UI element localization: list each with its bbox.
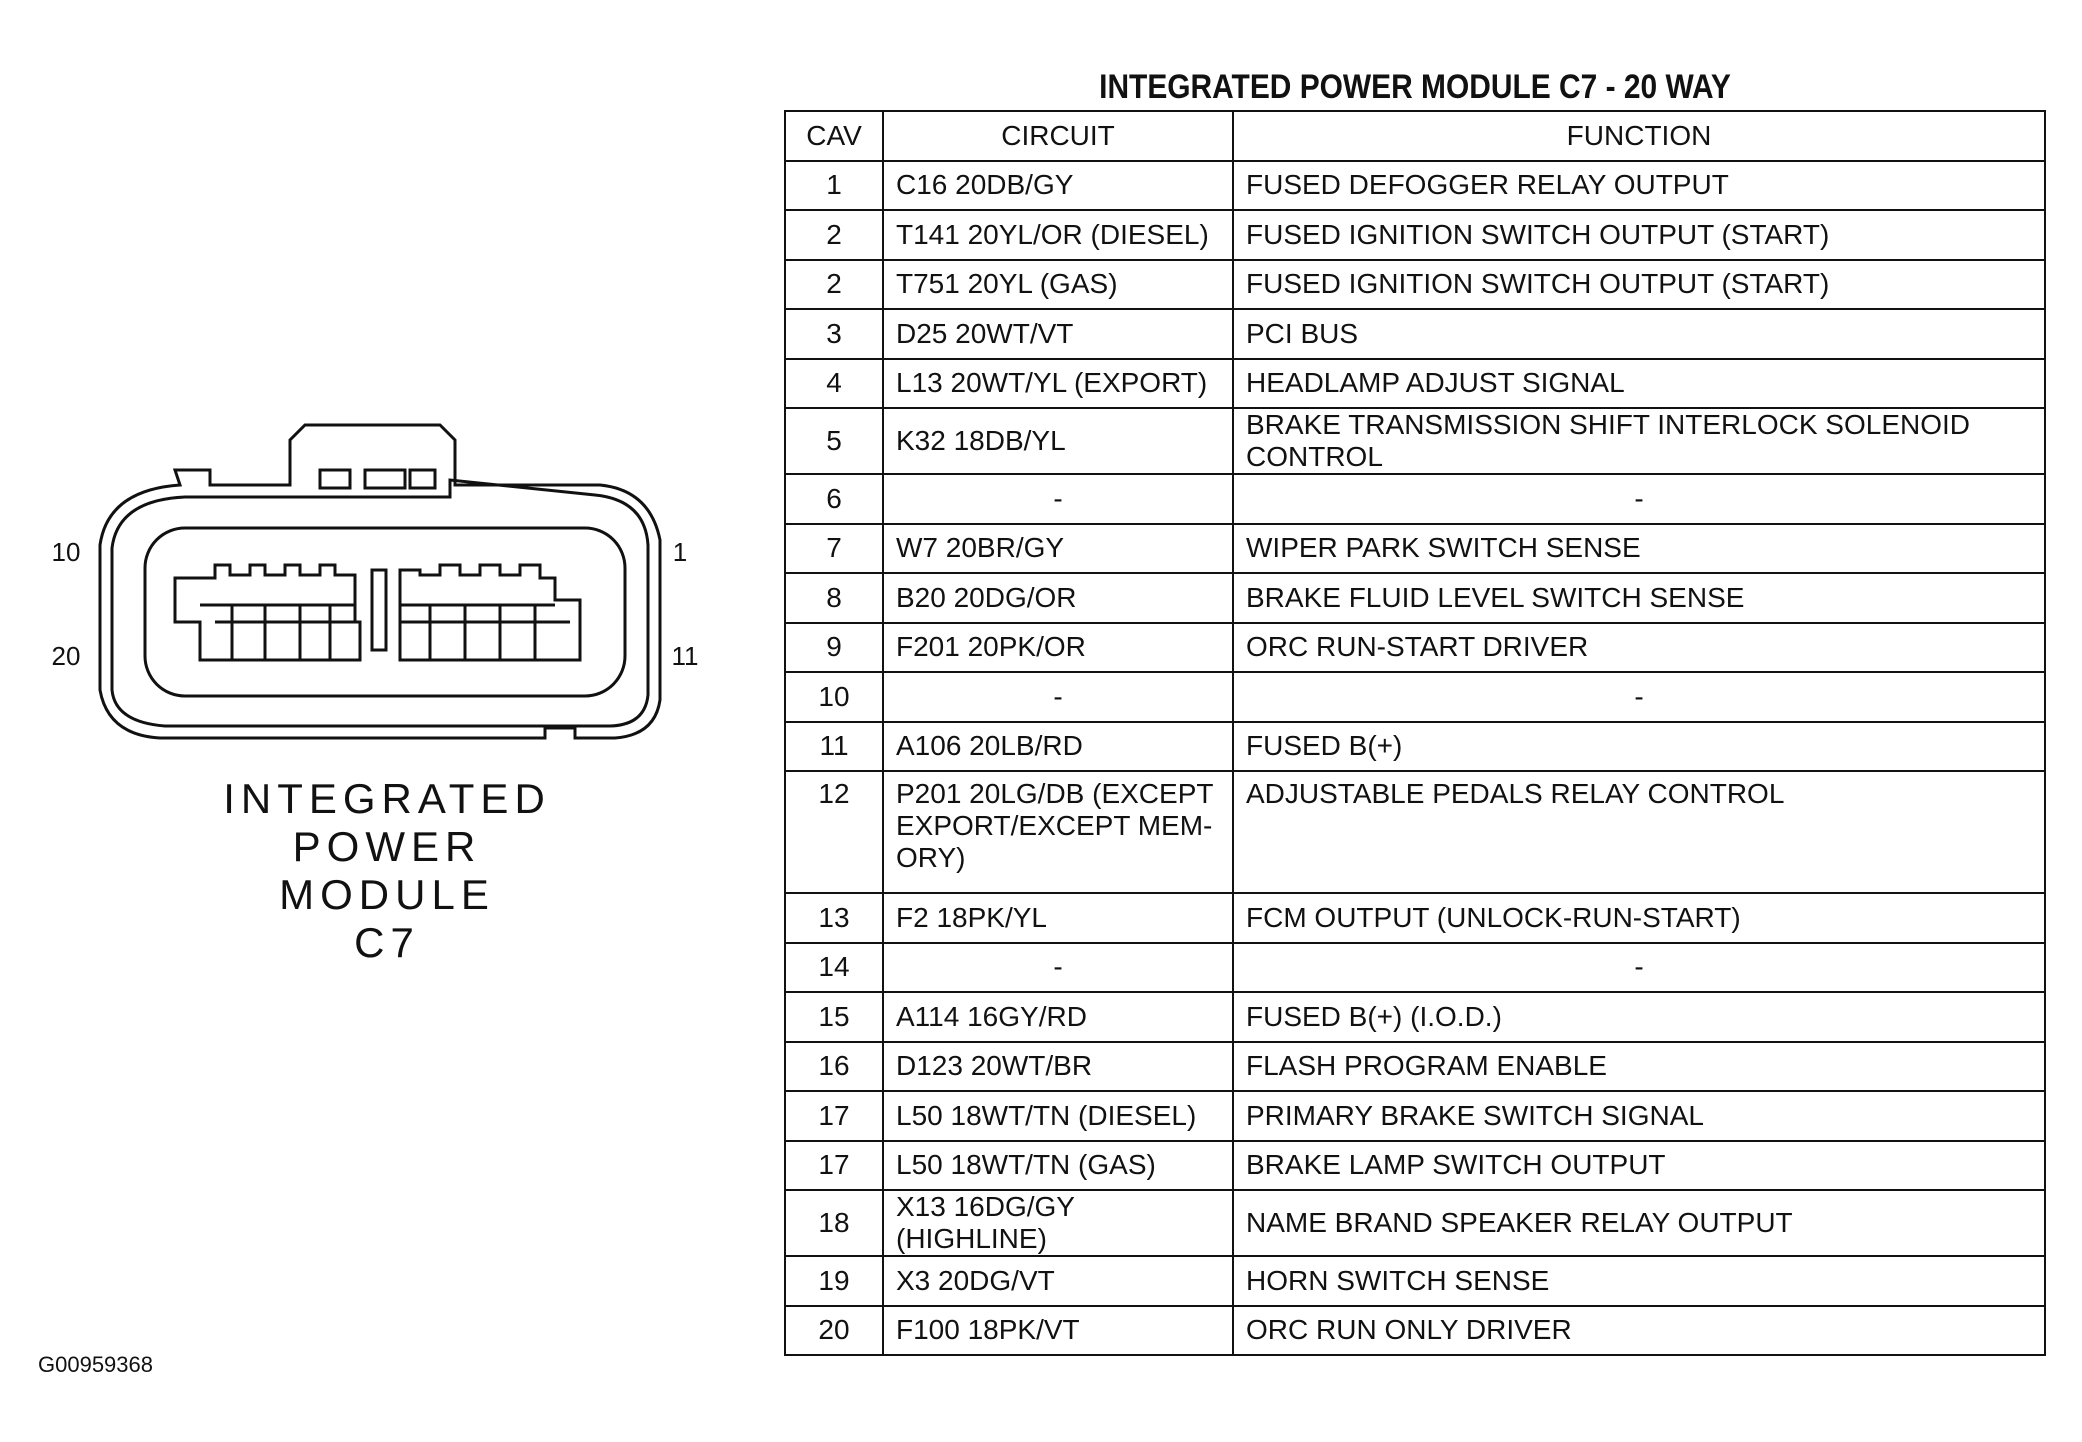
table-row (785, 359, 2045, 409)
cell-function: HORN SWITCH SENSE (1233, 1256, 2045, 1306)
cell-circuit: - (883, 672, 1233, 722)
cell-cav: 17 (785, 1091, 883, 1141)
cell-circuit: T141 20YL/OR (DIESEL) (883, 210, 1233, 260)
cell-cav: 9 (785, 623, 883, 673)
cell-function: NAME BRAND SPEAKER RELAY OUTPUT (1233, 1190, 2045, 1256)
table-row (785, 943, 2045, 993)
connector-diagram (0, 0, 760, 1000)
cell-function: FLASH PROGRAM ENABLE (1233, 1042, 2045, 1092)
cell-circuit: L50 18WT/TN (DIESEL) (883, 1091, 1233, 1141)
pin-label-1: 1 (672, 537, 688, 567)
table-row (785, 309, 2045, 359)
cell-function: BRAKE TRANSMISSION SHIFT INTERLOCK SOLENOID CONTROL (1233, 408, 2045, 474)
latch-tab (320, 470, 350, 488)
connector-title-line-1: INTEGRATED (223, 775, 551, 822)
cell-cav: 6 (785, 474, 883, 524)
header-cav: CAV (785, 111, 883, 161)
table-title: INTEGRATED POWER MODULE C7 - 20 WAY (1099, 68, 1731, 106)
table-row (785, 474, 2045, 524)
table-row (785, 1306, 2045, 1356)
table-row (785, 1141, 2045, 1191)
pin-label-20: 20 (51, 641, 81, 671)
cell-circuit: - (883, 474, 1233, 524)
image-id-label: G00959368 (38, 1352, 153, 1377)
cell-function: - (1233, 943, 2045, 993)
latch-tab (365, 470, 405, 488)
cell-cav: 14 (785, 943, 883, 993)
cell-function: HEADLAMP ADJUST SIGNAL (1233, 359, 2045, 409)
table-row (785, 524, 2045, 574)
cell-circuit: D25 20WT/VT (883, 309, 1233, 359)
pin-label-11: 11 (671, 641, 699, 671)
cell-cav: 4 (785, 359, 883, 409)
table-row (785, 1091, 2045, 1141)
connector-title-line-4: C7 (354, 919, 420, 966)
cell-cav: 20 (785, 1306, 883, 1356)
cell-function: FUSED B(+) (1233, 722, 2045, 772)
cell-circuit: A106 20LB/RD (883, 722, 1233, 772)
cell-cav: 10 (785, 672, 883, 722)
cell-circuit: - (883, 943, 1233, 993)
cell-cav: 1 (785, 161, 883, 211)
center-key (372, 570, 386, 650)
cell-cav: 15 (785, 992, 883, 1042)
cell-cav: 13 (785, 893, 883, 943)
cell-cav: 18 (785, 1190, 883, 1256)
table-row (785, 260, 2045, 310)
table-row (785, 1190, 2045, 1256)
cell-function: WIPER PARK SWITCH SENSE (1233, 524, 2045, 574)
cell-circuit: F100 18PK/VT (883, 1306, 1233, 1356)
cell-function: BRAKE LAMP SWITCH OUTPUT (1233, 1141, 2045, 1191)
cell-circuit: C16 20DB/GY (883, 161, 1233, 211)
cell-circuit: A114 16GY/RD (883, 992, 1233, 1042)
cavity-block-left (175, 565, 360, 660)
cell-function: PRIMARY BRAKE SWITCH SIGNAL (1233, 1091, 2045, 1141)
table-row (785, 210, 2045, 260)
table-row (785, 1042, 2045, 1092)
table-row (785, 672, 2045, 722)
cell-circuit: F201 20PK/OR (883, 623, 1233, 673)
cell-cav: 17 (785, 1141, 883, 1191)
cell-circuit: X3 20DG/VT (883, 1256, 1233, 1306)
cell-circuit: B20 20DG/OR (883, 573, 1233, 623)
cell-function: FCM OUTPUT (UNLOCK-RUN-START) (1233, 893, 2045, 943)
connector-title-line-2: POWER (292, 823, 482, 870)
cell-cav: 12 (785, 771, 883, 893)
cell-circuit: K32 18DB/YL (883, 408, 1233, 474)
pinout-table (784, 110, 2046, 1356)
cell-circuit: T751 20YL (GAS) (883, 260, 1233, 310)
cell-function: - (1233, 672, 2045, 722)
cell-circuit: W7 20BR/GY (883, 524, 1233, 574)
header-function: FUNCTION (1233, 111, 2045, 161)
cell-circuit: P201 20LG/DB (EXCEPT EXPORT/EXCEPT MEM-ORY) (883, 771, 1233, 893)
cell-function: BRAKE FLUID LEVEL SWITCH SENSE (1233, 573, 2045, 623)
header-circuit: CIRCUIT (883, 111, 1233, 161)
cell-function: PCI BUS (1233, 309, 2045, 359)
cell-circuit: F2 18PK/YL (883, 893, 1233, 943)
cell-cav: 5 (785, 408, 883, 474)
connector-housing-outer (100, 425, 660, 738)
table-header-row (785, 111, 2045, 161)
cell-cav: 11 (785, 722, 883, 772)
table-row (785, 722, 2045, 772)
table-row (785, 771, 2045, 893)
cell-function: ORC RUN-START DRIVER (1233, 623, 2045, 673)
connector-housing-inner (112, 480, 648, 726)
cell-circuit: L13 20WT/YL (EXPORT) (883, 359, 1233, 409)
cell-function: ADJUSTABLE PEDALS RELAY CONTROL (1233, 771, 2045, 893)
cell-function: ORC RUN ONLY DRIVER (1233, 1306, 2045, 1356)
cell-cav: 2 (785, 210, 883, 260)
cell-circuit: X13 16DG/GY (HIGHLINE) (883, 1190, 1233, 1256)
cell-function: - (1233, 474, 2045, 524)
cell-function: FUSED IGNITION SWITCH OUTPUT (START) (1233, 210, 2045, 260)
table-row (785, 1256, 2045, 1306)
cell-cav: 8 (785, 573, 883, 623)
cell-cav: 2 (785, 260, 883, 310)
latch-tab (410, 470, 435, 488)
cell-function: FUSED DEFOGGER RELAY OUTPUT (1233, 161, 2045, 211)
cell-cav: 16 (785, 1042, 883, 1092)
table-body (785, 161, 2045, 1356)
cell-function: FUSED B(+) (I.O.D.) (1233, 992, 2045, 1042)
pin-label-10: 10 (51, 537, 81, 567)
table-row (785, 623, 2045, 673)
cell-function: FUSED IGNITION SWITCH OUTPUT (START) (1233, 260, 2045, 310)
cell-circuit: L50 18WT/TN (GAS) (883, 1141, 1233, 1191)
table-row (785, 408, 2045, 474)
cell-cav: 3 (785, 309, 883, 359)
cell-cav: 7 (785, 524, 883, 574)
connector-title-line-3: MODULE (279, 871, 495, 918)
table-row (785, 573, 2045, 623)
table-row (785, 161, 2045, 211)
cell-circuit: D123 20WT/BR (883, 1042, 1233, 1092)
table-row (785, 893, 2045, 943)
cavity-block-right (400, 565, 580, 660)
cell-cav: 19 (785, 1256, 883, 1306)
table-row (785, 992, 2045, 1042)
